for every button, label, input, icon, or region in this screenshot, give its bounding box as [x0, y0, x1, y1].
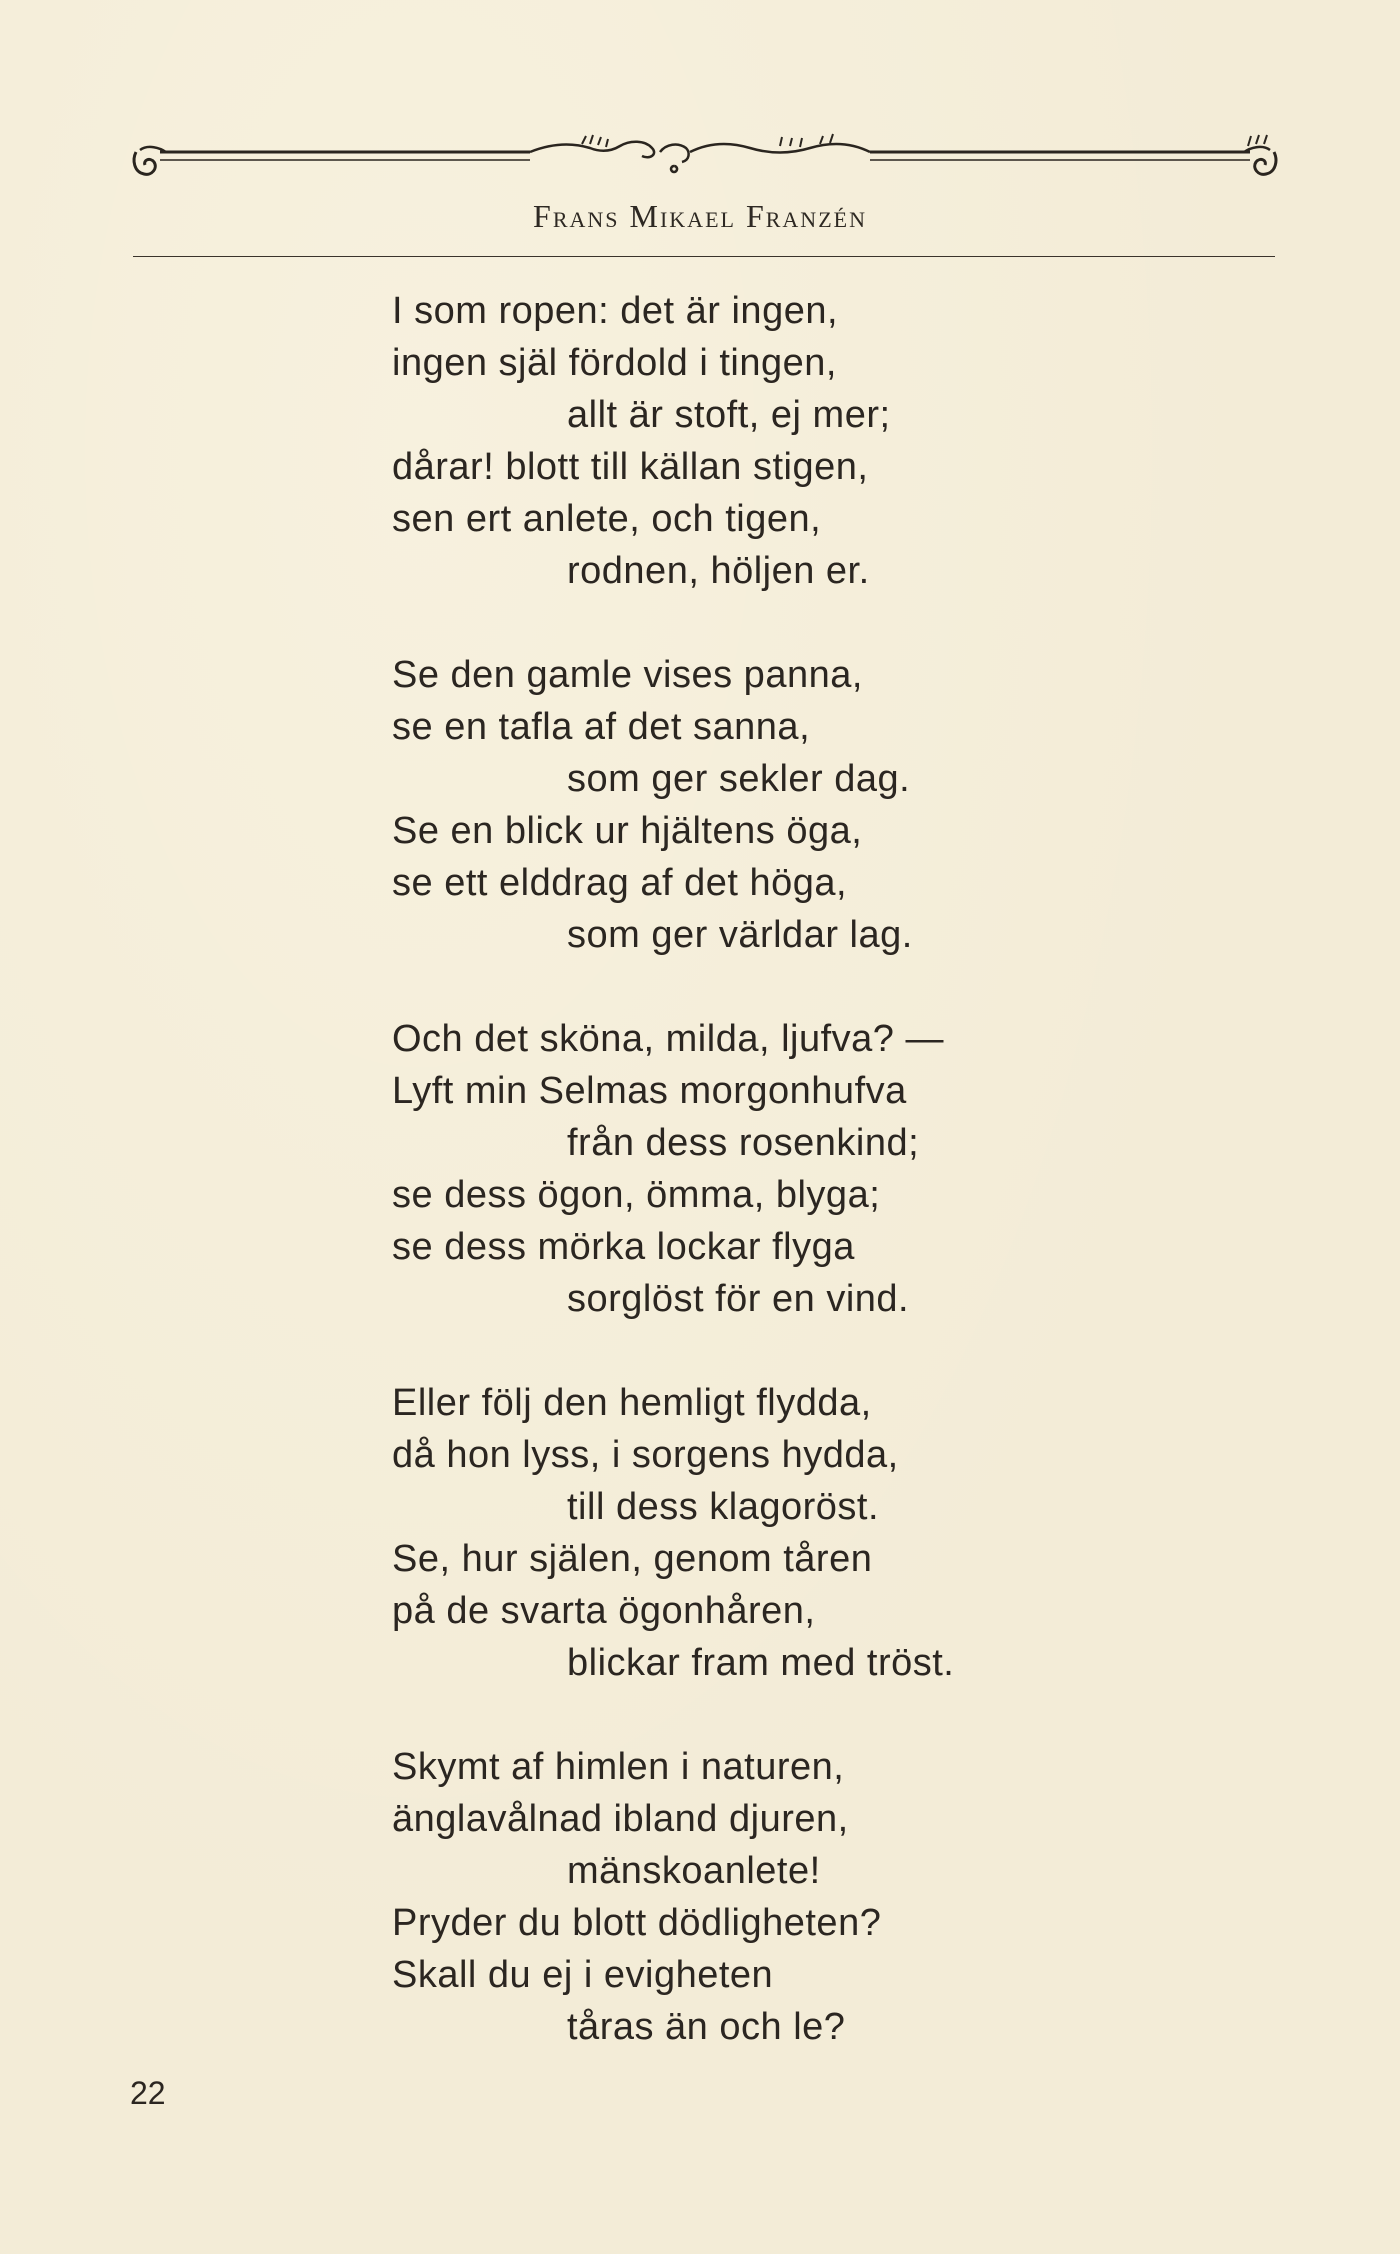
- poem-line: Pryder du blott dödligheten?: [392, 1902, 882, 1944]
- poem-line: se dess mörka lockar flyga: [392, 1226, 855, 1268]
- poem-line: dårar! blott till källan stigen,: [392, 446, 869, 488]
- poem-line-indented: mänskoanlete!: [567, 1850, 821, 1892]
- poem-line: Eller följ den hemligt flydda,: [392, 1382, 872, 1424]
- poem-line: ingen själ fördold i tingen,: [392, 342, 837, 384]
- poem-line: på de svarta ögonhåren,: [392, 1590, 816, 1632]
- poem-line: Lyft min Selmas morgonhufva: [392, 1070, 907, 1112]
- poem-line: sen ert anlete, och tigen,: [392, 498, 822, 540]
- poem-line-indented: från dess rosenkind;: [567, 1122, 920, 1164]
- poem-line: änglavålnad ibland djuren,: [392, 1798, 849, 1840]
- poem-line: Se en blick ur hjältens öga,: [392, 810, 863, 852]
- poem-line: I som ropen: det är ingen,: [392, 290, 839, 332]
- poem-line-indented: tåras än och le?: [567, 2006, 846, 2048]
- poem-line: då hon lyss, i sorgens hydda,: [392, 1434, 899, 1476]
- poem-line: Se, hur själen, genom tåren: [392, 1538, 873, 1580]
- poem-line: Skall du ej i evigheten: [392, 1954, 774, 1996]
- poem-line: Skymt af himlen i naturen,: [392, 1746, 845, 1788]
- poem-line-indented: allt är stoft, ej mer;: [567, 394, 891, 436]
- stanza: [392, 1377, 1092, 1689]
- poem-line-indented: rodnen, höljen er.: [567, 550, 870, 592]
- poem-line: Se den gamle vises panna,: [392, 654, 863, 696]
- poem-line: Och det sköna, milda, ljufva? —: [392, 1018, 944, 1060]
- poem-line-indented: sorglöst för en vind.: [567, 1278, 910, 1320]
- poem-line: se ett elddrag af det höga,: [392, 862, 848, 904]
- running-head: Frans Mikael Franzén: [533, 198, 867, 234]
- poem-line: se dess ögon, ömma, blyga;: [392, 1174, 881, 1216]
- poem-line-indented: som ger sekler dag.: [567, 758, 911, 800]
- stanza: [392, 649, 1092, 961]
- poem-line-indented: som ger världar lag.: [567, 914, 913, 956]
- poem-body: [392, 285, 1092, 2105]
- poem-line: se en tafla af det sanna,: [392, 706, 811, 748]
- stanza: [392, 1741, 1092, 2053]
- page-number: 22: [130, 2075, 166, 2111]
- stanza: [392, 285, 1092, 597]
- ornamental-rule-icon: [130, 130, 1280, 190]
- stanza: [392, 1013, 1092, 1325]
- poem-line-indented: blickar fram med tröst.: [567, 1642, 955, 1684]
- poem-line-indented: till dess klagoröst.: [567, 1486, 880, 1528]
- header-rule: [133, 256, 1275, 257]
